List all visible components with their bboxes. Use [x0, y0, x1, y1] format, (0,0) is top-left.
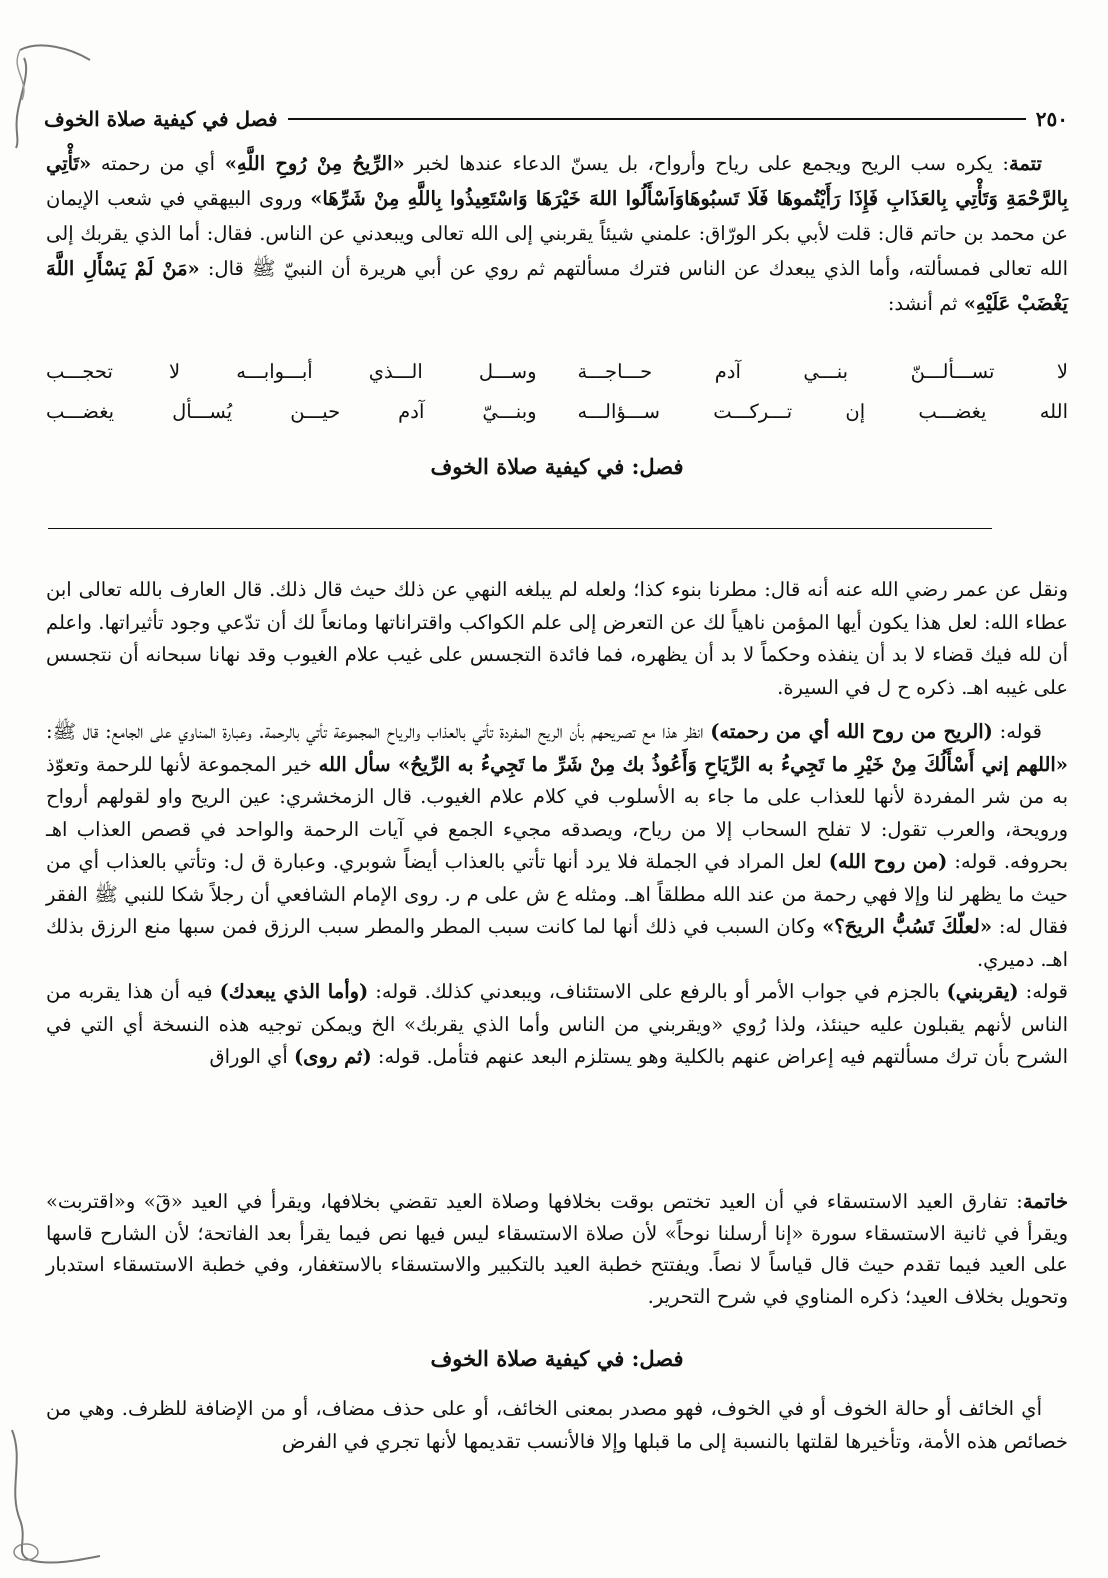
poem-verses — [46, 352, 1068, 432]
text-segment: بالجزم في جواب الأمر أو بالرفع على الاستئناف، ويبعدني كذلك. قوله: — [368, 980, 947, 1003]
commentary-paragraph: ونقل عن عمر رضي الله عنه أنه قال: مطرنا بنوء كذا؛ ولعله لم يبلغه النهي عن ذلك حيث قال ذلك. قال العارف بالله تعالى ابن عطاء الله: لعل هذا يكون أيها المؤمن ناهياً لك عن التعرض إلى علم الكواكب واقتراناتها ومانعاً لك أن تدّعي وجود تأثيراتها. واعلم أن لله فيك قضاء لا بد أن ينفذه وحكماً لا بد أن يظهره، فما فائدة التجسس على غيب علام الغيوب وقد نهانا سبحانه أن نتجسس على غيبه اهـ. ذكره ح ل في السيرة. — [46, 578, 1068, 699]
hemistich-first: الله يغضـــب إن تـــركـــت ســـؤالـــه — [577, 400, 1068, 423]
hadith-quote: «اللهم إني أَسْأَلُكَ مِنْ خَيْرِ ما تَجِيءُ به الرِّيَاحِ وَأَعُوذُ بك مِنْ شَرِّ ما تَجِيءُ به الرِّيحُ» — [398, 752, 1068, 776]
running-header — [44, 104, 1068, 134]
header-rule — [288, 118, 1026, 120]
conclusion-label: خاتمة — [1022, 1190, 1068, 1213]
text-segment: وروى البيهقي في شعب الإيمان عن محمد بن حاتم قال: قلت لأبي بكر الورّاق: علمني شيئاً يقربني إلى الله تعالى ويبعدني عن الناس. فقال: أما الذي يقربك إلى الله تعالى فمسألته، وأما الذي يبعدك عن الناس فترك مسألتهم ثم روي عن أبي هريرة أن النبيّ ﷺ قال: — [46, 187, 1069, 280]
text-segment: سأل الله — [318, 752, 398, 776]
text-segment: وكان السبب في ذلك أنها لما كانت سبب المطر والمطر سبب الرزق فمن سبها منع الرزق بذلك اهـ. دميري. — [46, 915, 1068, 971]
hadith-quote: «مَنْ لَمْ يَسْأَلِ اللَّهَ يَغْضَبْ عَلَيْهِ» — [46, 257, 1068, 315]
main-text-tatimma — [46, 146, 1068, 321]
conclusion-text — [46, 1186, 1068, 1312]
text-segment: : تفارق العيد الاستسقاء في أن العيد تختص بوقت بخلافها وصلاة العيد تقضي بخلافها، ويقرأ في العيد «قٓ» و«اقتربت» ويقرأ في ثانية الاستسقاء سورة «إنا أرسلنا نوحاً» لأن صلاة الاستسقاء ليس فيها نص فيما يقرأ بعد الفاتحة؛ لأن الشارح قاسها على العيد فيما تقدم حيث قال قياساً لا نصاً. ويفتتح خطبة العيد بالتكبير والاستسقاء بالاستغفار، وفي خطبة الاستسقاء استدبار وتحويل بخلاف العيد؛ ذكره المناوي في شرح التحرير. — [46, 1190, 1068, 1308]
final-text — [46, 1392, 1068, 1458]
hadith-quote: «لعلّكَ تَسُبُّ الريحَ؟» — [822, 915, 993, 938]
lemma: (ثم روى) — [293, 1045, 372, 1068]
text-segment: خير المجموعة لأنها للرحمة وتعوّذ به من شر المفردة لأنها للعذاب على ما جاء به الأسلوب في كلام علام الغيوب. قال الزمخشري: عين الريح واو لقولهم أرواح ورويحة، والعرب تقول: لا تفلح السحاب إلا من رياح، ويصدقه مجيء الجمع في آيات الرحمة والواحد في قصص العذاب اهـ بحروفه. قوله: — [46, 752, 1068, 873]
running-title: فصل في كيفية صلاة الخوف — [44, 107, 278, 131]
hemistich-second: وســـل الـــذي أبـــوابـــه لا تحجـــب — [46, 360, 537, 383]
text-segment: انظر هذا مع تصريحهم بأن الريح المفردة تأتي بالعذاب والرياح المجموعة تأتي بالرحمة. وعبارة المناوي على الجامع: قال ﷺ: — [46, 720, 711, 743]
text-segment: قوله: — [992, 720, 1042, 743]
poem-line — [46, 392, 1068, 432]
lemma: (من روح الله) — [828, 850, 948, 873]
text-segment: : يكره سب الريح ويجمع على رياح وأرواح، بل يسنّ الدعاء عندها لخبر — [404, 152, 1009, 175]
text-segment: أي الوراق — [209, 1045, 294, 1068]
section-title: فصل: في كيفية صلاة الخوف — [430, 454, 684, 479]
commentary-text — [46, 574, 1068, 1074]
text-segment: قوله: — [1018, 980, 1068, 1003]
page-number: ٢٥٠ — [1035, 107, 1068, 131]
lemma: (يقربني) — [946, 980, 1019, 1003]
hadith-quote: «الرِّيحُ مِنْ رُوحِ اللَّهِ» — [224, 152, 405, 175]
poem-line — [46, 352, 1068, 392]
text-segment: ثم أنشد: — [887, 292, 964, 315]
hemistich-second: وبنـــيّ آدم حيـــن يُســـأل يغضـــب — [46, 400, 537, 423]
commentary-paragraph — [46, 976, 1068, 1074]
text-segment: أي الخائف أو حالة الخوف أو في الخوف، فهو مصدر بمعنى الخائف، أو على حذف مضاف، أو من الإضافة للظرف. وهي من خصائص هذه الأمة، وتأخيرها لقلتها بالنسبة إلى ما قبلها وإلا فالأنسب تقديمها لأنها تجري في الفرض — [46, 1397, 1068, 1453]
lemma: (الريح من روح الله أي من رحمته) — [710, 720, 993, 743]
tatimma-label: تتمة — [1008, 152, 1042, 175]
text-segment: فيه أن هذا يقربه من الناس لأنهم يقبلون عليه حينئذ، ولذا رُوي «ويقربني من الناس وأما الذي يقربك» الخ ويمكن توجيه هذه النسخة أي التي في الشرح بأن ترك مسألتهم فيه إعراض عنهم بالكلية وهو يستلزم البعد عنهم فتأمل. قوله: — [46, 980, 1068, 1068]
hemistich-first: لا تســـألـــنّ بنـــي آدم حـــاجـــة — [577, 360, 1068, 383]
text-segment: لعل المراد في الجملة فلا يرد أنها تأتي بالعذاب أيضاً شوبري. وعبارة ق ل: وتأتي بالعذاب أي من حيث ما يظهر لنا وإلا فهي رحمة من عند الله مطلقاً اهـ. ومثله ع ش على م ر. روى الإمام الشافعي أن رجلاً شكا للنبي ﷺ الفقر فقال له: — [46, 850, 1068, 938]
section-title-2: فصل: في كيفية صلاة الخوف — [430, 1346, 684, 1371]
text-segment: أي من رحمته — [91, 152, 225, 175]
commentary-paragraph — [46, 716, 1068, 976]
lemma: (وأما الذي يبعدك) — [219, 980, 369, 1003]
footnote-separator — [48, 528, 992, 529]
hadith-quote: «تَأْتِي بِالرَّحْمَةِ وَتَأْتِي بِالعَذَابِ فَإِذَا رَأَيْتُموهَا فَلَا تَسبُوهَاوَاَسْأَلُوا اللهَ خَيْرَهَا وَاسْتَعِيذُوا بِاللَّهِ مِنْ شَرِّهَا» — [46, 152, 1069, 210]
